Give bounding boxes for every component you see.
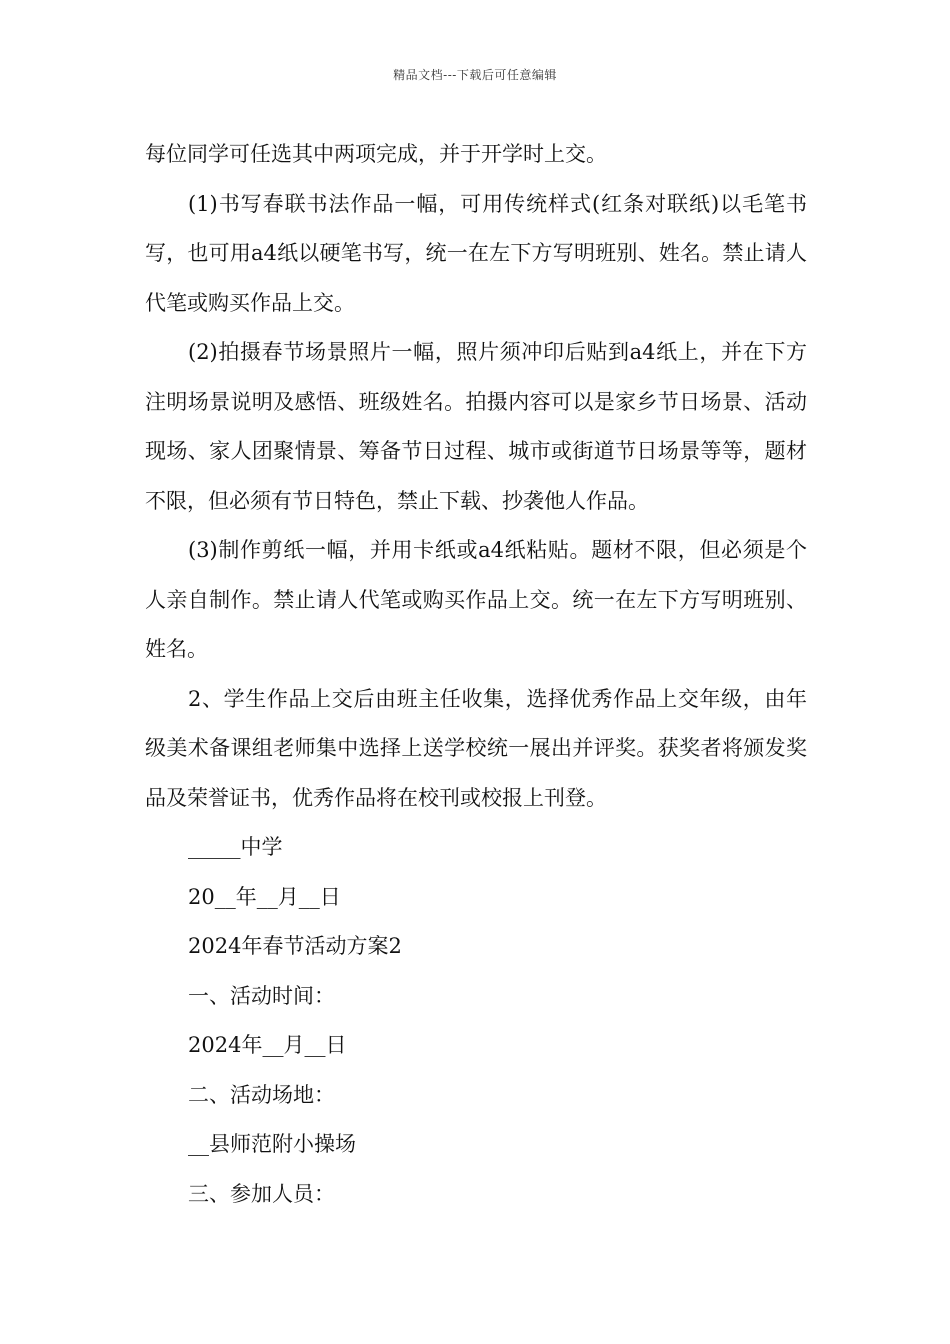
heading-time: 一、活动时间： xyxy=(188,983,335,1008)
section-title: 2024年春节活动方案2 xyxy=(188,934,402,958)
venue-value: __县师范附小操场 xyxy=(188,1132,356,1156)
heading-participants: 三、参加人员： xyxy=(188,1181,335,1206)
document-body xyxy=(145,130,807,1219)
signature-school: _____中学 xyxy=(188,835,283,859)
paragraph-collection: 2、学生作品上交后由班主任收集，选择优秀作品上交年级，由年级美术备课组老师集中选择上送学校统一展出并评奖。获奖者将颁发奖品及荣誉证书，优秀作品将在校刊或校报上刊登。 xyxy=(145,686,807,810)
page-header: 精品文档---下载后可任意编辑 xyxy=(393,68,557,82)
time-value: 2024年__月__日 xyxy=(188,1033,347,1057)
heading-venue: 二、活动场地： xyxy=(188,1082,335,1107)
paragraph-intro: 每位同学可任选其中两项完成，并于开学时上交。 xyxy=(145,142,607,166)
paragraph-item-2: (2)拍摄春节场景照片一幅，照片须冲印后贴到a4纸上，并在下方注明场景说明及感悟、班级姓名。拍摄内容可以是家乡节日场景、活动现场、家人团聚情景、筹备节日过程、城市或街道节日场景等等，题材不限，但必须有节日特色，禁止下载、抄袭他人作品。 xyxy=(145,340,807,513)
paragraph-item-3: (3)制作剪纸一幅，并用卡纸或a4纸粘贴。题材不限，但必须是个人亲自制作。禁止请人代笔或购买作品上交。统一在左下方写明班别、姓名。 xyxy=(145,538,807,661)
paragraph-item-1: (1)书写春联书法作品一幅，可用传统样式(红条对联纸)以毛笔书写，也可用a4纸以硬笔书写，统一在左下方写明班别、姓名。禁止请人代笔或购买作品上交。 xyxy=(145,191,807,315)
signature-date: 20__年__月__日 xyxy=(188,884,341,909)
